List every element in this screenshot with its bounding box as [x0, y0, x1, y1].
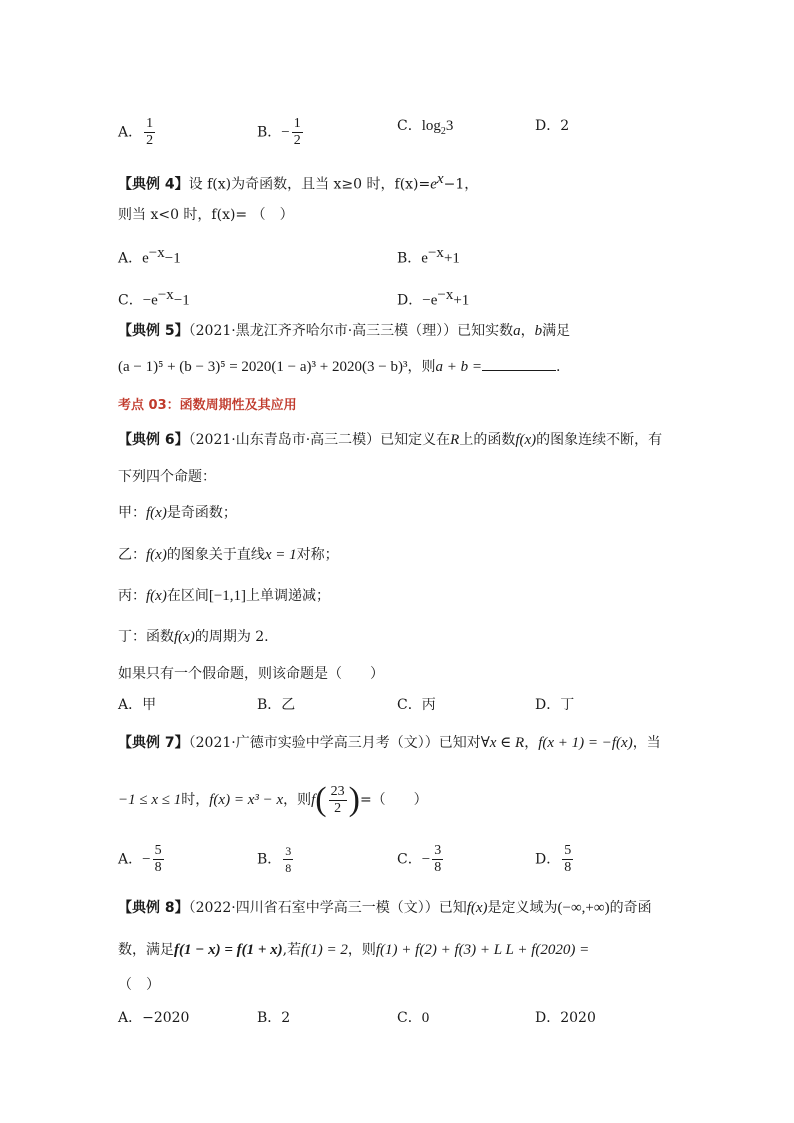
left-paren: ( — [315, 781, 327, 818]
stem-text: 满足 — [542, 323, 571, 339]
ex5-stem-line1 — [118, 321, 570, 341]
stem-text: 时， — [181, 792, 210, 808]
denominator: 2 — [329, 800, 347, 817]
fraction — [144, 116, 155, 149]
ex6-option-b: B．乙 — [257, 697, 296, 713]
topic-heading — [118, 395, 297, 416]
ex4-option-c — [118, 285, 190, 311]
numerator: 3 — [285, 844, 292, 858]
ex8-option-d: D．2020 — [535, 1010, 596, 1026]
option-label: C． — [397, 118, 422, 134]
numerator: 1 — [146, 116, 154, 131]
option-text: −1 — [173, 292, 190, 309]
denominator: 2 — [146, 133, 154, 148]
fraction — [153, 843, 164, 876]
var-b: b — [534, 323, 543, 339]
stem-text: =（ ） — [359, 792, 428, 808]
right-paren: ) — [348, 781, 360, 818]
example-tag: 【典例 8】 — [118, 900, 189, 916]
option-label: C． — [397, 851, 422, 868]
stem-text: ， — [520, 323, 535, 339]
option-text: −1 — [164, 250, 181, 267]
ex8-paren — [118, 975, 160, 995]
topic-title: 考点 03：函数周期性及其应用 — [118, 398, 297, 413]
var-a: a — [513, 323, 521, 339]
ex5-stem-line2 — [118, 357, 560, 377]
function-fx: f(x) — [146, 505, 167, 521]
option-text: +1 — [443, 250, 460, 267]
function-fx: f(x) — [515, 432, 537, 448]
minus-sign: − — [281, 124, 290, 141]
option-a — [118, 116, 157, 149]
numerator: 1 — [293, 116, 301, 131]
option-label: C． — [118, 292, 143, 309]
ex8-option-c — [397, 1008, 429, 1028]
stem-text: ，则 — [347, 942, 376, 958]
function-fx: f(x) — [146, 547, 167, 563]
exponent: −x — [148, 245, 165, 261]
line-eq: x = 1 — [264, 547, 297, 563]
option-label: C． — [397, 1010, 422, 1026]
domain-interval: (−∞,+∞) — [557, 900, 610, 916]
math-e: e — [142, 250, 149, 267]
ex7-option-c — [397, 843, 445, 876]
exponent: −x — [157, 287, 174, 303]
question-text: 如果只有一个假命题，则该命题是（ ） — [118, 666, 384, 682]
option-text: +1 — [453, 292, 470, 309]
prop-label: 丁：函数 — [118, 629, 174, 645]
stem-text: 下列四个命题： — [118, 469, 216, 485]
log-arg: 3 — [445, 118, 454, 134]
ex8-option-a: A．−2020 — [118, 1010, 190, 1026]
log-base: 2 — [440, 125, 446, 137]
fraction — [283, 843, 293, 876]
example-tag: 【典例 6】 — [118, 432, 189, 448]
option-label: A． — [118, 124, 143, 141]
ex6-stem-line2 — [118, 467, 216, 487]
stem-text: . — [555, 359, 561, 375]
prop-text: 是奇函数； — [166, 505, 237, 521]
ex4-option-d — [397, 285, 469, 311]
prop-label: 丙： — [118, 588, 146, 604]
denominator: 8 — [434, 860, 442, 875]
answer-blank[interactable] — [482, 358, 556, 371]
function-fx: f(x) — [466, 900, 488, 916]
stem-text: 数，满足 — [118, 942, 174, 958]
ex6-stem-line1 — [118, 430, 662, 450]
ex8-stem-line1 — [118, 898, 652, 918]
answer-paren: （ ） — [118, 977, 160, 993]
option-label: B． — [397, 250, 422, 267]
prop-text: 的图象关于直线 — [166, 547, 265, 563]
example-tag: 【典例 5】 — [118, 323, 189, 339]
equation: f(x) = x³ − x — [209, 792, 284, 808]
ex6-question — [118, 664, 384, 684]
stem-text: （2021·山东青岛市·高三二模）已知定义在 — [188, 432, 451, 448]
stem-text: 则当 x<0 时，f(x)= （ ） — [118, 207, 294, 223]
math-e: e — [421, 250, 428, 267]
denominator: 8 — [285, 861, 292, 875]
stem-text: （2021·黑龙江齐齐哈尔市·高三三模（理））已知实数 — [188, 323, 514, 339]
stem-text: ，则 — [283, 792, 312, 808]
equation: f(x + 1) = −f(x) — [538, 735, 633, 751]
option-label: D． — [535, 118, 561, 134]
ex6-option-c: C．丙 — [397, 697, 436, 713]
numerator: 5 — [564, 843, 572, 858]
sum-expression: f(1) + f(2) + f(3) + L L + f(2020) = — [375, 942, 590, 958]
stem-text: ，则 — [407, 359, 436, 375]
function-fx: f(x) — [174, 629, 195, 645]
option-text: 2 — [560, 118, 570, 134]
option-label: B． — [257, 124, 282, 141]
fraction — [432, 843, 443, 876]
ex6-prop-ding — [118, 627, 269, 647]
ex7-stem-line1 — [118, 733, 661, 753]
math-e: e — [430, 176, 437, 193]
example-tag: 【典例 4】 — [118, 176, 189, 193]
equation: (a − 1)⁵ + (b − 3)⁵ = 2020(1 − a)³ + 2020(3 − b)³ — [118, 359, 408, 375]
interval: [−1,1] — [208, 588, 247, 604]
prop-text: 在区间 — [166, 588, 209, 604]
prop-label: 乙： — [118, 547, 146, 563]
minus-sign: − — [421, 851, 431, 868]
log-text: log — [421, 118, 441, 134]
math-e: −e — [142, 292, 158, 309]
option-c — [397, 116, 453, 142]
prop-label: 甲： — [118, 505, 146, 521]
ex4-stem-line2 — [118, 205, 294, 225]
function-f: f — [311, 792, 316, 808]
denominator: 8 — [564, 860, 572, 875]
ex7-option-d — [535, 843, 575, 876]
fraction — [329, 784, 347, 817]
condition: −1 ≤ x ≤ 1 — [118, 792, 182, 808]
minus-sign: − — [142, 851, 151, 868]
exponent: x — [436, 171, 444, 187]
ex4-option-a — [118, 243, 181, 269]
option-text: 0 — [421, 1010, 430, 1026]
example-tag: 【典例 7】 — [118, 735, 189, 751]
prop-text: 对称； — [296, 547, 339, 563]
math-e: −e — [422, 292, 438, 309]
ex4-option-b — [397, 243, 460, 269]
stem-text: 的奇函 — [609, 900, 652, 916]
denominator: 8 — [154, 860, 162, 875]
stem-text: （2021·广德市实验中学高三月考（文））已知对 — [188, 735, 481, 751]
option-d — [535, 116, 569, 136]
set-r: R — [450, 432, 460, 448]
prop-text: 的周期为 2. — [194, 629, 269, 645]
stem-text: （2022·四川省石室中学高三一模（文））已知 — [188, 900, 467, 916]
stem-text: 是定义域为 — [487, 900, 558, 916]
ex6-option-d: D．丁 — [535, 697, 575, 713]
stem-text: −1， — [443, 176, 479, 193]
forall-expr: ∀x ∈ R — [480, 735, 525, 751]
option-label: A． — [118, 250, 143, 267]
ex4-stem-line1 — [118, 169, 478, 195]
denominator: 2 — [293, 133, 301, 148]
stem-text: ， — [524, 735, 539, 751]
stem-text: ,若 — [282, 942, 302, 958]
ex6-prop-jia — [118, 503, 237, 523]
exponent: −x — [437, 287, 454, 303]
option-label: D． — [397, 292, 423, 309]
numerator: 23 — [330, 783, 345, 799]
stem-text: 上的函数 — [459, 432, 516, 448]
ex8-option-b: B．2 — [257, 1010, 291, 1026]
answer-prompt: a + b = — [435, 359, 482, 375]
stem-text: 的图象连续不断，有 — [536, 432, 663, 448]
ex7-option-b — [257, 843, 295, 876]
option-label: B． — [257, 851, 282, 868]
ex6-prop-bing — [118, 586, 330, 606]
ex7-option-a — [118, 843, 166, 876]
equation: f(1) = 2 — [301, 942, 348, 958]
numerator: 5 — [154, 843, 162, 858]
numerator: 3 — [434, 843, 442, 858]
ex8-stem-line2 — [118, 940, 589, 960]
option-b — [257, 116, 305, 149]
stem-text: ，当 — [632, 735, 661, 751]
fraction — [562, 843, 573, 876]
ex7-stem-line2 — [118, 783, 428, 817]
fraction — [292, 116, 303, 149]
option-label: D． — [535, 851, 561, 868]
function-fx: f(x) — [146, 588, 167, 604]
exponent: −x — [427, 245, 444, 261]
condition: f(1 − x) = f(1 + x) — [174, 942, 283, 958]
ex6-prop-yi — [118, 545, 339, 565]
prop-text: 上单调递减； — [246, 588, 331, 604]
ex6-option-a: A．甲 — [118, 697, 157, 713]
stem-text: 设 f(x)为奇函数，且当 x≥0 时，f(x)= — [188, 176, 431, 193]
option-label: A． — [118, 851, 143, 868]
